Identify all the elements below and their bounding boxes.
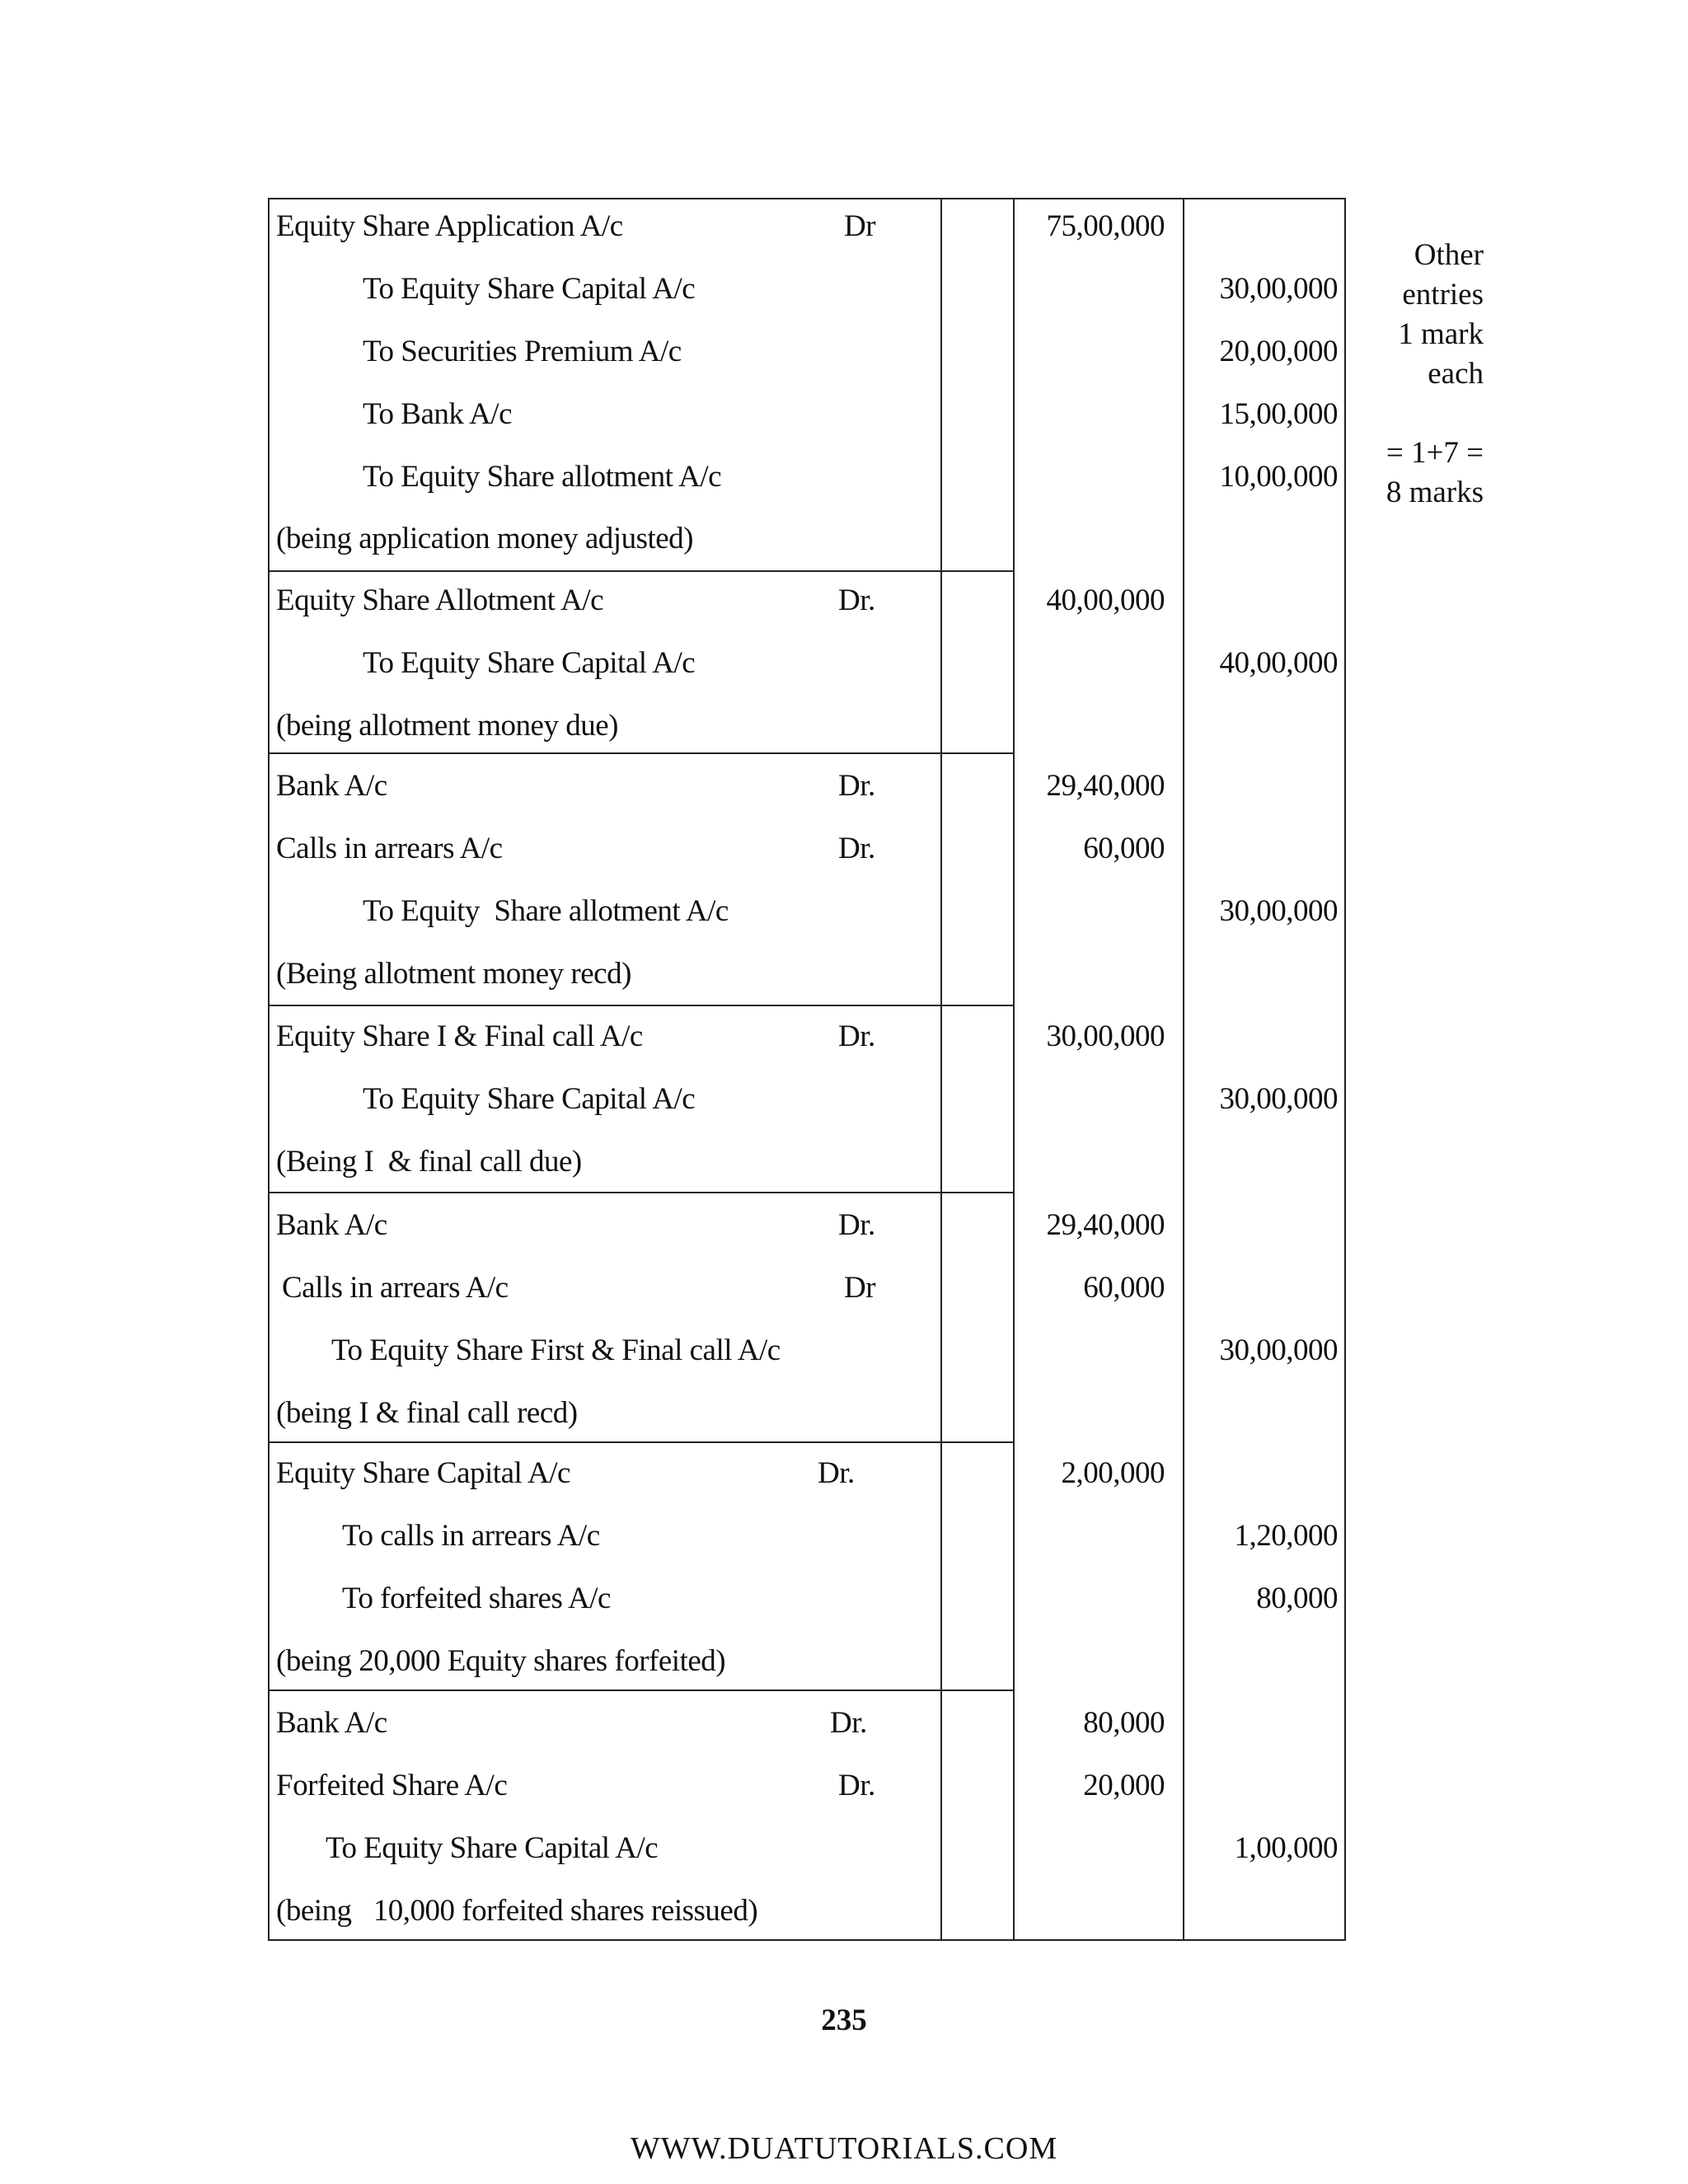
dr-marker: Dr. bbox=[838, 769, 875, 803]
narration: (being 10,000 forfeited shares reissued) bbox=[276, 1894, 758, 1928]
debit-account: Bank A/c bbox=[276, 1706, 387, 1740]
debit-account: Calls in arrears A/c bbox=[282, 1271, 509, 1305]
marking-note-line: Other bbox=[1414, 238, 1484, 272]
narration: (being 20,000 Equity shares forfeited) bbox=[276, 1644, 726, 1678]
debit-amount: 60,000 bbox=[1083, 1271, 1165, 1305]
credit-amount: 40,00,000 bbox=[1219, 646, 1338, 680]
entry-separator bbox=[270, 570, 1014, 572]
debit-amount: 40,00,000 bbox=[1046, 583, 1165, 617]
debit-amount: 80,000 bbox=[1083, 1706, 1165, 1740]
credit-amount: 30,00,000 bbox=[1219, 1333, 1338, 1367]
credit-account: To forfeited shares A/c bbox=[342, 1582, 611, 1615]
credit-account: To Bank A/c bbox=[363, 397, 512, 431]
dr-marker: Dr. bbox=[838, 1769, 875, 1802]
debit-amount: 20,000 bbox=[1083, 1769, 1165, 1802]
credit-amount: 20,00,000 bbox=[1219, 335, 1338, 368]
debit-amount: 29,40,000 bbox=[1046, 1208, 1165, 1242]
credit-account: To calls in arrears A/c bbox=[342, 1519, 600, 1553]
entry-separator bbox=[270, 1690, 1014, 1691]
credit-amount: 1,20,000 bbox=[1234, 1519, 1338, 1553]
dr-marker: Dr. bbox=[838, 832, 875, 865]
debit-amount: 30,00,000 bbox=[1046, 1019, 1165, 1053]
dr-marker: Dr. bbox=[830, 1706, 867, 1740]
credit-amount: 1,00,000 bbox=[1234, 1831, 1338, 1865]
credit-amount: 30,00,000 bbox=[1219, 1082, 1338, 1116]
marking-note-line: 8 marks bbox=[1386, 476, 1484, 509]
marking-note-line: entries bbox=[1402, 278, 1484, 312]
dr-marker: Dr. bbox=[818, 1456, 855, 1490]
debit-account: Equity Share Allotment A/c bbox=[276, 583, 604, 617]
narration: (Being I & final call due) bbox=[276, 1145, 582, 1179]
dr-marker: Dr. bbox=[838, 1208, 875, 1242]
column-rule-lf bbox=[940, 199, 942, 1939]
entry-separator bbox=[270, 1441, 1014, 1443]
marking-note-line: 1 mark bbox=[1398, 317, 1484, 351]
column-rule-debit bbox=[1013, 199, 1015, 1939]
credit-account: To Equity Share Capital A/c bbox=[363, 1082, 696, 1116]
debit-account: Bank A/c bbox=[276, 769, 387, 803]
dr-marker: Dr. bbox=[838, 583, 875, 617]
journal-table bbox=[268, 198, 1346, 1941]
debit-amount: 75,00,000 bbox=[1046, 209, 1165, 243]
credit-account: To Equity Share allotment A/c bbox=[363, 460, 722, 494]
credit-account: To Equity Share allotment A/c bbox=[363, 894, 729, 928]
marking-note-line: = 1+7 = bbox=[1386, 436, 1484, 470]
narration: (being application money adjusted) bbox=[276, 522, 693, 555]
marking-note-line bbox=[1352, 394, 1484, 434]
credit-amount: 30,00,000 bbox=[1219, 894, 1338, 928]
debit-account: Equity Share I & Final call A/c bbox=[276, 1019, 643, 1053]
dr-marker: Dr bbox=[844, 1271, 876, 1305]
debit-account: Equity Share Application A/c bbox=[276, 209, 623, 243]
credit-amount: 30,00,000 bbox=[1219, 272, 1338, 306]
debit-amount: 60,000 bbox=[1083, 832, 1165, 865]
credit-account: To Equity Share First & Final call A/c bbox=[331, 1333, 781, 1367]
narration: (being allotment money due) bbox=[276, 709, 618, 743]
entry-separator bbox=[270, 1005, 1014, 1006]
debit-amount: 2,00,000 bbox=[1061, 1456, 1165, 1490]
narration: (Being allotment money recd) bbox=[276, 957, 631, 991]
credit-account: To Equity Share Capital A/c bbox=[326, 1831, 659, 1865]
column-rule-credit bbox=[1183, 199, 1184, 1939]
dr-marker: Dr bbox=[844, 209, 876, 243]
website-footer: WWW.DUATUTORIALS.COM bbox=[630, 2131, 1058, 2166]
credit-amount: 10,00,000 bbox=[1219, 460, 1338, 494]
marking-note-line: each bbox=[1428, 357, 1484, 391]
debit-account: Bank A/c bbox=[276, 1208, 387, 1242]
page-number: 235 bbox=[821, 2004, 867, 2037]
debit-account: Equity Share Capital A/c bbox=[276, 1456, 570, 1490]
credit-amount: 15,00,000 bbox=[1219, 397, 1338, 431]
debit-account: Calls in arrears A/c bbox=[276, 832, 503, 865]
credit-account: To Equity Share Capital A/c bbox=[363, 272, 696, 306]
entry-separator bbox=[270, 1192, 1014, 1193]
marking-note bbox=[1352, 236, 1484, 513]
debit-account: Forfeited Share A/c bbox=[276, 1769, 508, 1802]
debit-amount: 29,40,000 bbox=[1046, 769, 1165, 803]
dr-marker: Dr. bbox=[838, 1019, 875, 1053]
credit-account: To Securities Premium A/c bbox=[363, 335, 682, 368]
entry-separator bbox=[270, 752, 1014, 754]
credit-amount: 80,000 bbox=[1256, 1582, 1338, 1615]
narration: (being I & final call recd) bbox=[276, 1396, 578, 1430]
credit-account: To Equity Share Capital A/c bbox=[363, 646, 696, 680]
